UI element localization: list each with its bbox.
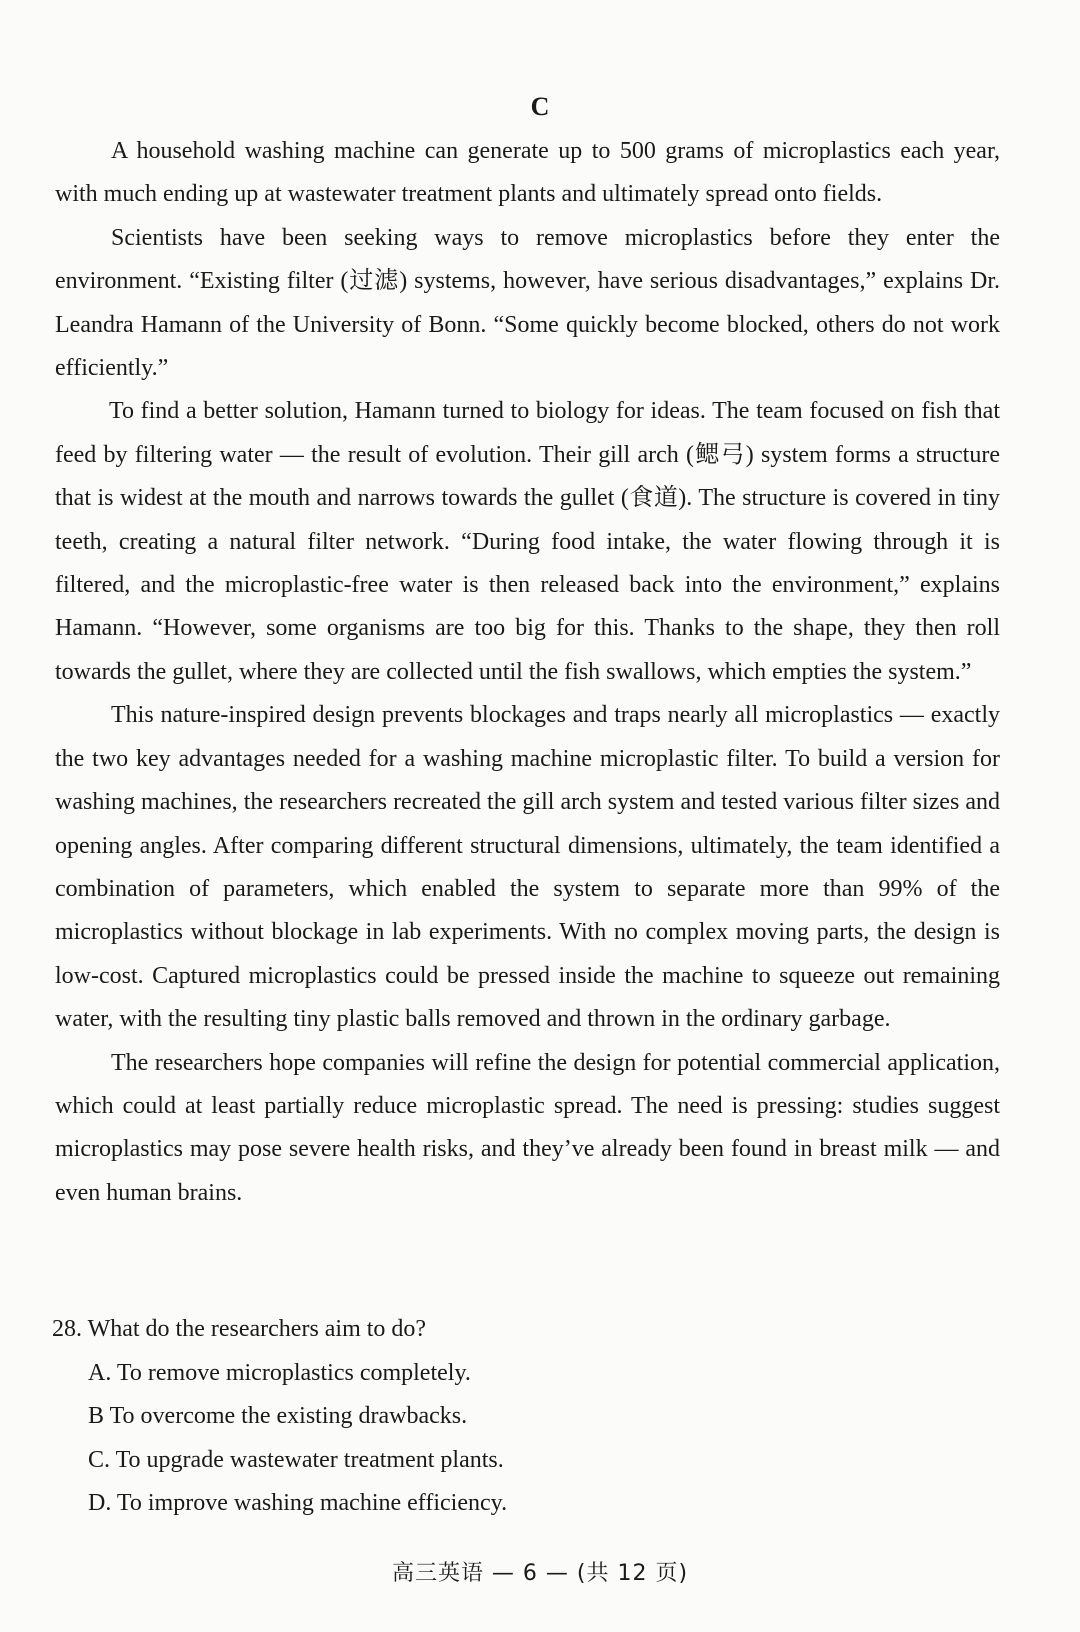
passage-paragraph-1: A household washing machine can generate up to 500 grams of microplastics each year, with much ending up at wastewater treatment plants and ultimately spread onto fields. bbox=[55, 138, 1000, 208]
question-stem: 28. What do the researchers aim to do? bbox=[52, 1316, 427, 1342]
passage-paragraph-5: The researchers hope companies will refine the design for potential commercial application, which could at least partially reduce microplastic spread. The need is pressing: studies suggest microplastics may pose severe health risks, and they’ve already been found in breast milk — and even human brains. bbox=[55, 1049, 1000, 1206]
option-d: D. To improve washing machine efficiency. bbox=[88, 1490, 508, 1517]
passage-paragraph-2: Scientists have been seeking ways to remove microplastics before they enter the environment. “Existing filter (过滤) systems, however, have serious disadvantages,” explains Dr. Leandra Hamann of the University of Bonn. “Some quickly become blocked, others do not work efficiently.” bbox=[55, 224, 1000, 382]
section-label: C bbox=[530, 92, 550, 121]
option-c: C. To upgrade wastewater treatment plants. bbox=[88, 1446, 504, 1473]
option-b: B To overcome the existing drawbacks. bbox=[88, 1403, 468, 1430]
option-a: A. To remove microplastics completely. bbox=[88, 1359, 471, 1386]
passage-paragraph-4: This nature-inspired design prevents blockages and traps nearly all microplastics — exactly the two key advantages needed for a washing machine microplastic filter. To build a version for washing machines, the researchers recreated the gill arch system and tested various filter sizes and opening angles. After comparing different structural dimensions, ultimately, the team identified a combination of parameters, which enabled the system to separate more than 99% of the microplastics without blockage in lab experiments. With no complex moving parts, the design is low-cost. Captured microplastics could be pressed inside the machine to squeeze out remaining water, with the resulting tiny plastic balls removed and thrown in the ordinary garbage. bbox=[55, 702, 1000, 1033]
reading-passage bbox=[55, 130, 1000, 1215]
question-28 bbox=[52, 1308, 997, 1526]
page-footer: 高三英语 — 6 — (共 12 页) bbox=[391, 1561, 689, 1586]
passage-paragraph-3: To find a better solution, Hamann turned to biology for ideas. The team focused on fish that feed by filtering water — the result of evolution. Their gill arch (鳃弓) system forms a structure that is widest at the mouth and narrows towards the gullet (食道). The structure is covered in tiny teeth, creating a natural filter network. “During food intake, the water flowing through it is filtered, and the microplastic-free water is then released back into the environment,” explains Hamann. “However, some organisms are too big for this. Thanks to the shape, they then roll towards the gullet, where they are collected until the fish swallows, which empties the system.” bbox=[55, 398, 1000, 685]
